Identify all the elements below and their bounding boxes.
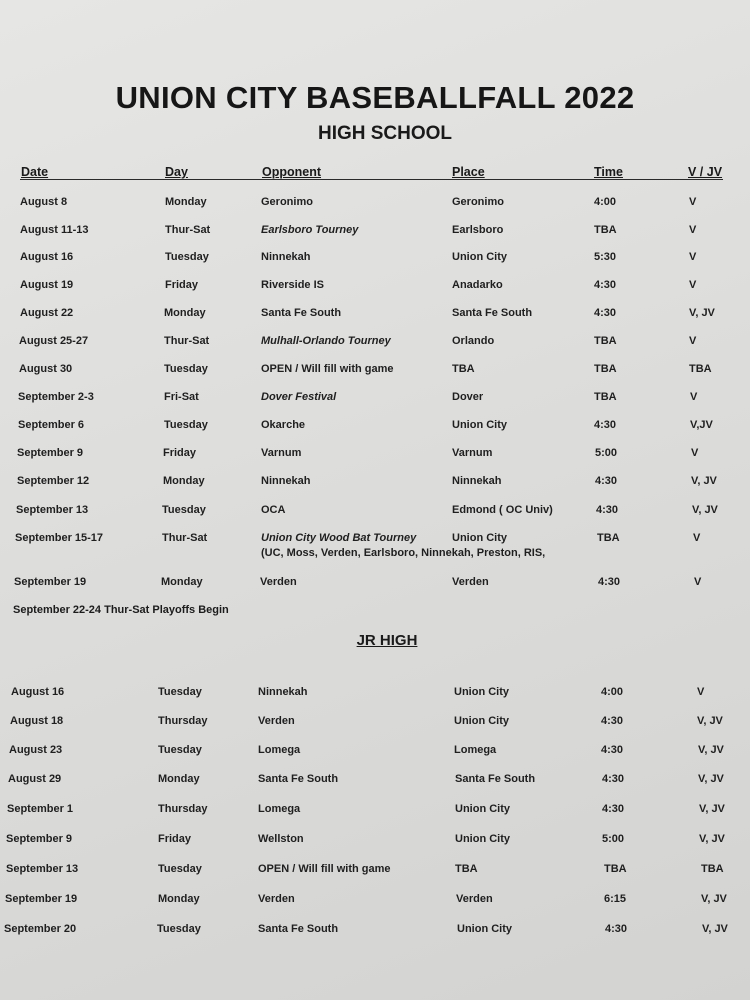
cell-date: August 16	[11, 686, 65, 698]
cell-time: 4:30	[595, 475, 618, 487]
cell-time: TBA	[594, 391, 617, 403]
cell-day: Tuesday	[164, 363, 208, 375]
table-row	[0, 576, 750, 596]
cell-day: Tuesday	[158, 863, 202, 875]
cell-day: Monday	[158, 773, 200, 785]
table-row	[0, 833, 750, 853]
cell-day: Fri-Sat	[164, 391, 199, 403]
table-row	[0, 803, 750, 823]
cell-level: V	[690, 391, 698, 403]
cell-level: V, JV	[699, 833, 725, 845]
cell-date: August 18	[10, 715, 64, 727]
header-day: Day	[165, 165, 188, 179]
cell-opponent: Ninnekah	[258, 686, 308, 698]
cell-place: Ninnekah	[452, 475, 502, 487]
cell-time: 4:00	[594, 196, 617, 208]
cell-date: August 22	[20, 307, 74, 319]
cell-date: August 8	[20, 196, 68, 208]
cell-time: 4:30	[602, 773, 625, 785]
cell-level: V, JV	[701, 893, 727, 905]
cell-opponent: Santa Fe South	[258, 773, 339, 785]
cell-level: V,JV	[690, 419, 713, 431]
cell-opponent: Santa Fe South	[261, 307, 342, 319]
table-row	[0, 335, 750, 355]
cell-time: 4:30	[601, 744, 624, 756]
cell-place: Union City	[457, 923, 512, 935]
cell-day: Thursday	[158, 803, 208, 815]
table-row	[0, 447, 750, 467]
cell-place: Varnum	[452, 447, 493, 459]
cell-level: TBA	[701, 863, 724, 875]
cell-date: September 1	[7, 803, 74, 815]
header-time: Time	[594, 165, 623, 179]
table-row	[0, 504, 750, 524]
cell-time: 4:30	[598, 576, 621, 588]
cell-opponent: Verden	[258, 893, 295, 905]
table-row	[0, 196, 750, 216]
table-row	[0, 391, 750, 411]
cell-date: September 2-3	[18, 391, 94, 403]
cell-date: August 25-27	[19, 335, 89, 347]
header-opponent: Opponent	[262, 165, 322, 179]
cell-level: V, JV	[692, 504, 718, 516]
cell-date: September 13	[6, 863, 79, 875]
cell-time: TBA	[597, 532, 620, 544]
cell-time: TBA	[594, 335, 617, 347]
cell-level: V	[693, 532, 701, 544]
cell-place: Union City	[454, 715, 509, 727]
header-divider	[20, 179, 723, 180]
table-row	[0, 363, 750, 383]
cell-day: Tuesday	[164, 419, 208, 431]
cell-day: Tuesday	[165, 251, 209, 263]
cell-level: V	[689, 196, 697, 208]
cell-day: Tuesday	[162, 504, 206, 516]
cell-level: V, JV	[698, 744, 724, 756]
cell-time: 5:30	[594, 251, 617, 263]
cell-place: Union City	[455, 833, 510, 845]
cell-day: Thur-Sat	[164, 335, 210, 347]
cell-time: 4:30	[594, 419, 617, 431]
cell-level: V	[691, 447, 699, 459]
cell-level: V	[689, 335, 697, 347]
page-title: UNION CITY BASEBALLFALL 2022	[115, 80, 635, 115]
cell-opponent: Ninnekah	[261, 475, 311, 487]
table-row	[0, 893, 750, 913]
cell-level: V, JV	[702, 923, 728, 935]
cell-day: Friday	[163, 447, 197, 459]
cell-place: Union City	[454, 686, 509, 698]
cell-opponent: Mulhall-Orlando Tourney	[261, 335, 391, 347]
cell-date: September 9	[6, 833, 73, 845]
cell-date: September 15-17	[15, 532, 104, 544]
section-title-jr-high: JR HIGH	[356, 632, 418, 649]
cell-time: 4:30	[596, 504, 619, 516]
cell-place: Geronimo	[452, 196, 504, 208]
cell-level: V	[689, 251, 697, 263]
cell-time: 4:30	[602, 803, 625, 815]
cell-level: V	[694, 576, 702, 588]
cell-date: August 19	[20, 279, 74, 291]
cell-day: Monday	[161, 576, 203, 588]
cell-place: TBA	[452, 363, 475, 375]
cell-level: TBA	[689, 363, 712, 375]
cell-place: Edmond ( OC Univ)	[452, 504, 553, 516]
cell-day: Thur-Sat	[165, 224, 211, 236]
cell-date: August 16	[20, 251, 74, 263]
cell-opponent: Okarche	[261, 419, 306, 431]
cell-date: September 13	[16, 504, 89, 516]
cell-place: Santa Fe South	[452, 307, 533, 319]
cell-level: V, JV	[689, 307, 715, 319]
cell-time: 5:00	[595, 447, 618, 459]
cell-time: TBA	[594, 224, 617, 236]
cell-date: August 29	[8, 773, 62, 785]
cell-time: 4:00	[601, 686, 624, 698]
cell-place: Orlando	[452, 335, 495, 347]
cell-day: Monday	[163, 475, 205, 487]
cell-opponent: Verden	[260, 576, 297, 588]
cell-opponent: Varnum	[261, 447, 302, 459]
table-row	[0, 475, 750, 495]
cell-time: TBA	[594, 363, 617, 375]
cell-time: 4:30	[605, 923, 628, 935]
cell-level: V, JV	[699, 803, 725, 815]
cell-opponent: OPEN / Will fill with game	[261, 363, 394, 375]
cell-opponent: Union City Wood Bat Tourney	[261, 532, 417, 544]
cell-opponent: Lomega	[258, 744, 301, 756]
cell-day: Thursday	[158, 715, 208, 727]
cell-day: Monday	[165, 196, 207, 208]
cell-time: 4:30	[594, 307, 617, 319]
playoffs-note: September 22-24 Thur-Sat Playoffs Begin	[13, 604, 229, 616]
cell-day: Friday	[165, 279, 199, 291]
cell-opponent: Wellston	[258, 833, 304, 845]
cell-place: Santa Fe South	[455, 773, 536, 785]
cell-level: V, JV	[698, 773, 724, 785]
cell-time: 5:00	[602, 833, 625, 845]
cell-day: Monday	[164, 307, 206, 319]
cell-day: Thur-Sat	[162, 532, 208, 544]
cell-place: Lomega	[454, 744, 497, 756]
cell-opponent: OPEN / Will fill with game	[258, 863, 391, 875]
cell-time: TBA	[604, 863, 627, 875]
table-row	[0, 863, 750, 883]
cell-level: V	[689, 224, 697, 236]
table-row	[0, 715, 750, 735]
cell-opponent: Dover Festival	[261, 391, 337, 403]
cell-opponent: Ninnekah	[261, 251, 311, 263]
cell-place: Verden	[456, 893, 493, 905]
table-row	[0, 744, 750, 764]
table-row	[0, 419, 750, 439]
header-place: Place	[452, 165, 485, 179]
cell-date: September 6	[18, 419, 85, 431]
cell-day: Tuesday	[158, 744, 202, 756]
header-level: V / JV	[688, 165, 723, 179]
cell-day: Tuesday	[158, 686, 202, 698]
cell-date: September 20	[4, 923, 77, 935]
tourney-teams-note: (UC, Moss, Verden, Earlsboro, Ninnekah, Preston, RIS,	[261, 547, 546, 559]
cell-place: Union City	[452, 419, 507, 431]
cell-date: September 12	[17, 475, 90, 487]
cell-date: August 30	[19, 363, 73, 375]
cell-opponent: Santa Fe South	[258, 923, 339, 935]
table-row	[0, 224, 750, 244]
table-row	[0, 307, 750, 327]
cell-date: August 23	[9, 744, 63, 756]
cell-date: September 9	[17, 447, 84, 459]
cell-level: V	[697, 686, 705, 698]
cell-place: Anadarko	[452, 279, 503, 291]
cell-place: TBA	[455, 863, 478, 875]
cell-place: Union City	[452, 532, 507, 544]
cell-time: 4:30	[594, 279, 617, 291]
cell-opponent: OCA	[261, 504, 286, 516]
header-date: Date	[21, 165, 49, 179]
cell-opponent: Lomega	[258, 803, 301, 815]
cell-date: September 19	[5, 893, 78, 905]
cell-day: Monday	[158, 893, 200, 905]
cell-place: Verden	[452, 576, 489, 588]
table-row	[0, 251, 750, 271]
cell-date: August 11-13	[20, 224, 89, 236]
table-row	[0, 773, 750, 793]
cell-place: Earlsboro	[452, 224, 504, 236]
cell-opponent: Verden	[258, 715, 295, 727]
cell-day: Tuesday	[157, 923, 201, 935]
cell-opponent: Earlsboro Tourney	[261, 224, 359, 236]
cell-date: September 19	[14, 576, 87, 588]
cell-level: V, JV	[697, 715, 723, 727]
section-title-high-school: HIGH SCHOOL	[317, 123, 453, 144]
cell-time: 4:30	[601, 715, 624, 727]
cell-place: Dover	[452, 391, 484, 403]
cell-day: Friday	[158, 833, 192, 845]
cell-level: V	[689, 279, 697, 291]
table-row	[0, 923, 750, 943]
cell-opponent: Riverside IS	[261, 279, 324, 291]
cell-level: V, JV	[691, 475, 717, 487]
cell-place: Union City	[452, 251, 507, 263]
cell-time: 6:15	[604, 893, 627, 905]
cell-opponent: Geronimo	[261, 196, 313, 208]
table-row	[0, 279, 750, 299]
cell-place: Union City	[455, 803, 510, 815]
table-row	[0, 686, 750, 706]
